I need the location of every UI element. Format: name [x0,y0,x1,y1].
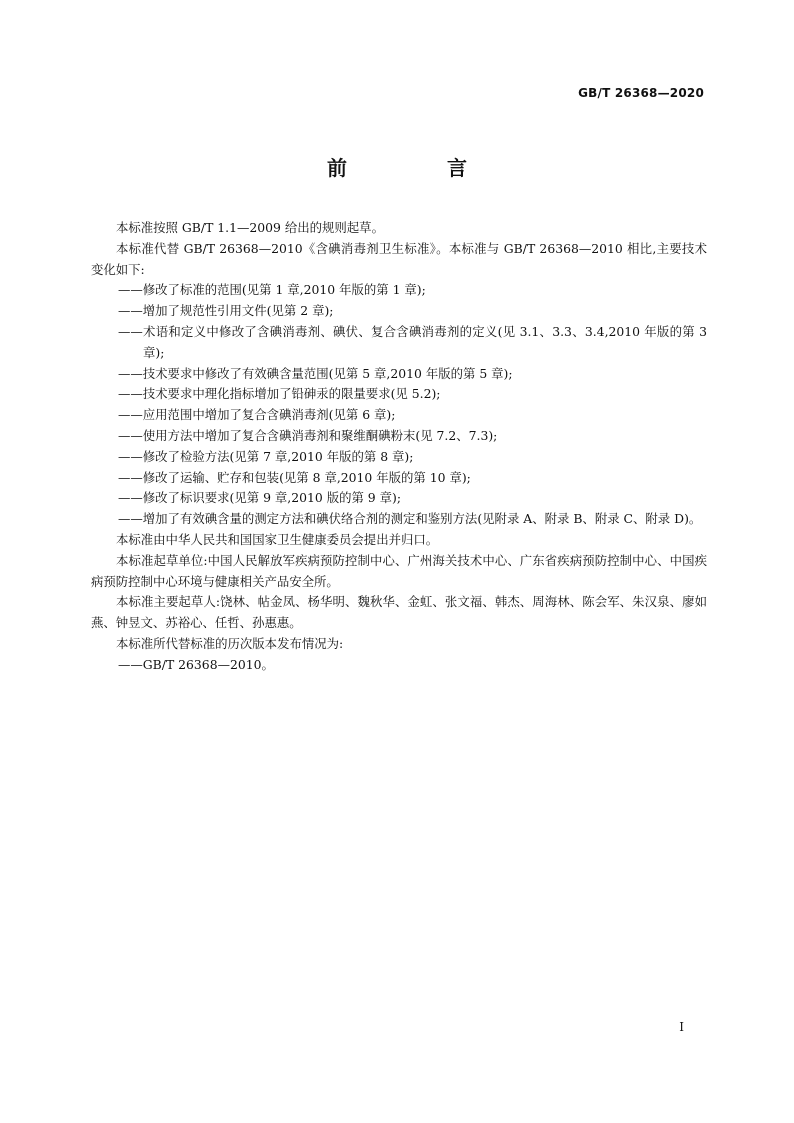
list-item: ——技术要求中理化指标增加了铅砷汞的限量要求(见 5.2); [118,386,441,402]
paragraph-drafting-units: 本标准起草单位:中国人民解放军疾病预防控制中心、广州海关技术中心、广东省疾病预防控制中心、中国疾病预防控制中心环境与健康相关产品安全所。 [91,552,707,589]
paragraph-history-intro: 本标准所代替标准的历次版本发布情况为: [116,635,344,651]
standard-code: GB/T 26368—2020 [578,86,704,100]
list-item: ——使用方法中增加了复合含碘消毒剂和聚维酮碘粉末(见 7.2、7.3); [118,427,498,443]
list-item: ——修改了运输、贮存和包装(见第 8 章,2010 年版的第 10 章); [118,469,471,485]
paragraph-replaces: 本标准代替 GB/T 26368—2010《含碘消毒剂卫生标准》。本标准与 GB/T 26368—2010 相比,主要技术变化如下: [91,240,707,277]
history-item: ——GB/T 26368—2010。 [118,656,274,672]
paragraph-drafting-rules: 本标准按照 GB/T 1.1—2009 给出的规则起草。 [116,220,384,235]
list-item: ——修改了标准的范围(见第 1 章,2010 年版的第 1 章); [118,282,426,298]
list-item: ——术语和定义中修改了含碘消毒剂、碘伏、复合含碘消毒剂的定义(见 3.1、3.3、3.4,2010 年版的第 3 章); [118,323,707,360]
list-item: ——修改了检验方法(见第 7 章,2010 年版的第 8 章); [118,448,414,464]
paragraph-proposed-by: 本标准由中华人民共和国国家卫生健康委员会提出并归口。 [116,531,439,547]
foreword-body [91,218,707,676]
list-item: ——应用范围中增加了复合含碘消毒剂(见第 6 章); [118,407,396,423]
list-item: ——增加了有效碘含量的测定方法和碘伏络合剂的测定和鉴别方法(见附录 A、附录 B、附录 C、附录 D)。 [118,511,702,527]
page-title: 前 言 [327,156,507,180]
paragraph-drafters: 本标准主要起草人:饶林、帖金凤、杨华明、魏秋华、金虹、张文福、韩杰、周海林、陈会军、朱汉泉、廖如燕、钟昱文、苏裕心、任哲、孙惠惠。 [91,594,707,631]
list-item: ——技术要求中修改了有效碘含量范围(见第 5 章,2010 年版的第 5 章); [118,365,513,381]
page-number: I [679,1020,684,1034]
list-item: ——修改了标识要求(见第 9 章,2010 版的第 9 章); [118,490,402,506]
list-item: ——增加了规范性引用文件(见第 2 章); [118,303,334,319]
